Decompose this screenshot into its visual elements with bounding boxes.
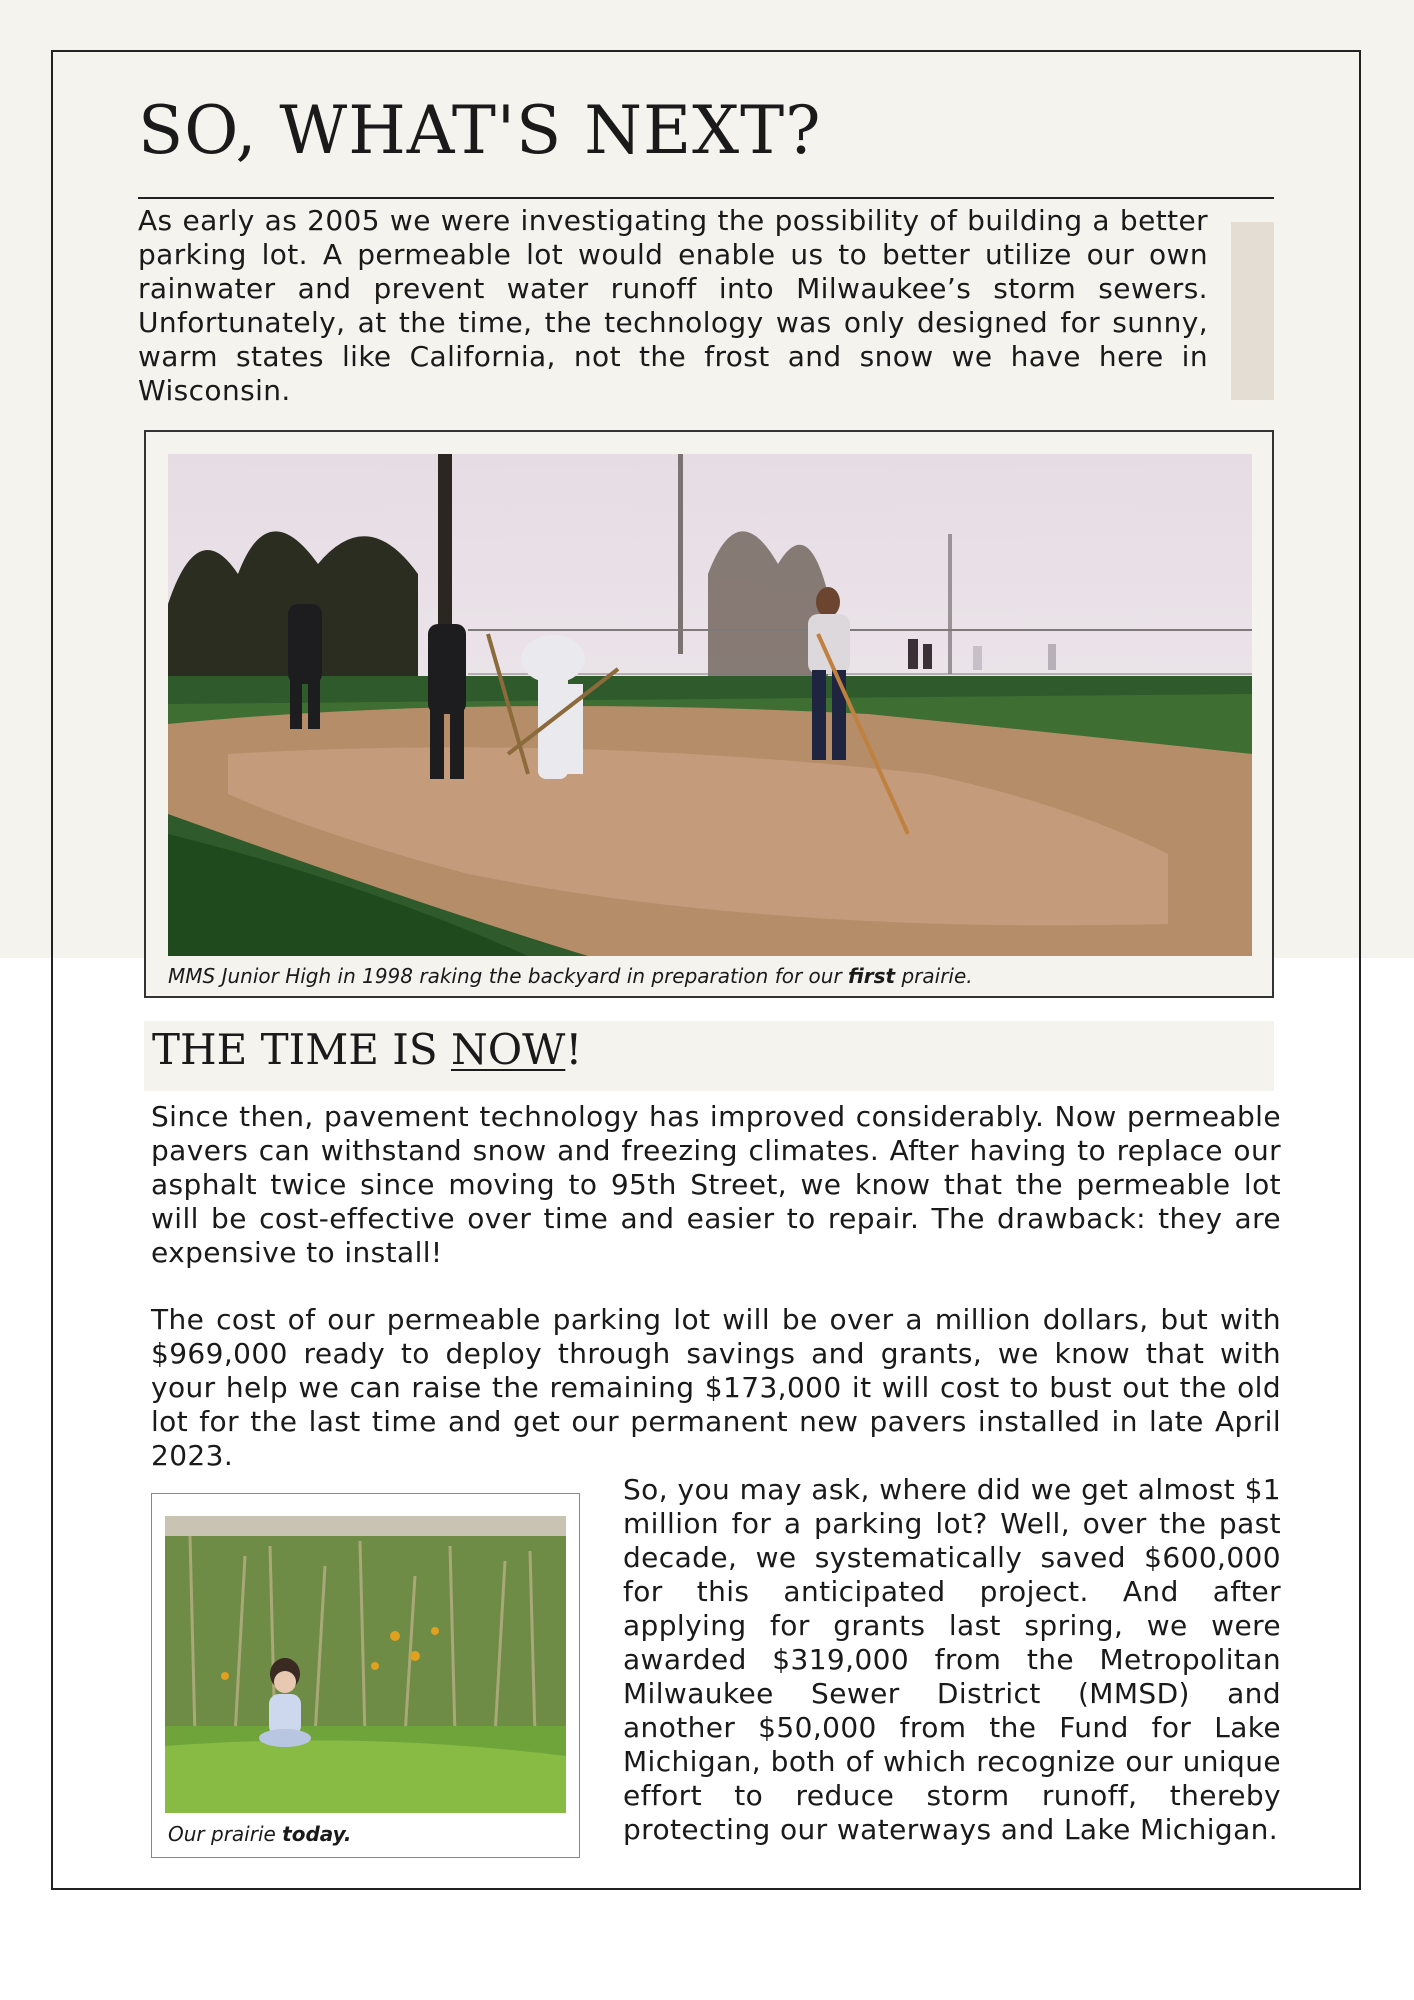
intro-paragraph: As early as 2005 we were investigating the possibility of building a better parking lot. A permeable lot would enable us to better utilize our own rainwater and prevent water runoff into Milwaukee’s storm sewers. Unfortunately, at the time, the technology was only designed for sunny, warm states like California, not the frost and snow we have here in Wisconsin. [138, 204, 1208, 407]
cost-paragraph: The cost of our permeable parking lot will be over a million dollars, but with $969,000 ready to deploy through savings and grants, we know that with your help we can raise the remaining $173,000 it will cost to bust out the old lot for the last time and get our permanent new pavers installed in late April 2023. [151, 1303, 1281, 1472]
page-title: SO, WHAT'S NEXT? [138, 92, 822, 169]
prairie-child-photo [165, 1516, 566, 1813]
prairie-caption: Our prairie today. [168, 1822, 352, 1846]
sidebar-accent-bar [1231, 222, 1274, 400]
title-divider [138, 197, 1274, 199]
funding-paragraph: So, you may ask, where did we get almost $1 million for a parking lot? Well, over the past decade, we systematically saved $600,000 for this anticipated project. And after applying for grants last spring, we were awarded $319,000 from the Metropolitan Milwaukee Sewer District (MMSD) and another $50,000 from the Fund for Lake Michigan, both of which recognize our unique effort to reduce storm runoff, thereby protecting our waterways and Lake Michigan. [623, 1473, 1281, 1846]
pavement-paragraph: Since then, pavement technology has improved considerably. Now permeable pavers can withstand snow and freezing climates. After having to replace our asphalt twice since moving to 95th Street, we know that the permeable lot will be cost-effective over time and easier to repair. The drawback: they are expensive to install! [151, 1100, 1281, 1269]
photo-1998-caption: MMS Junior High in 1998 raking the backyard in preparation for our first prairie. [168, 964, 973, 988]
subheading: THE TIME IS NOW! [152, 1025, 583, 1074]
raking-students-photo [168, 454, 1252, 956]
